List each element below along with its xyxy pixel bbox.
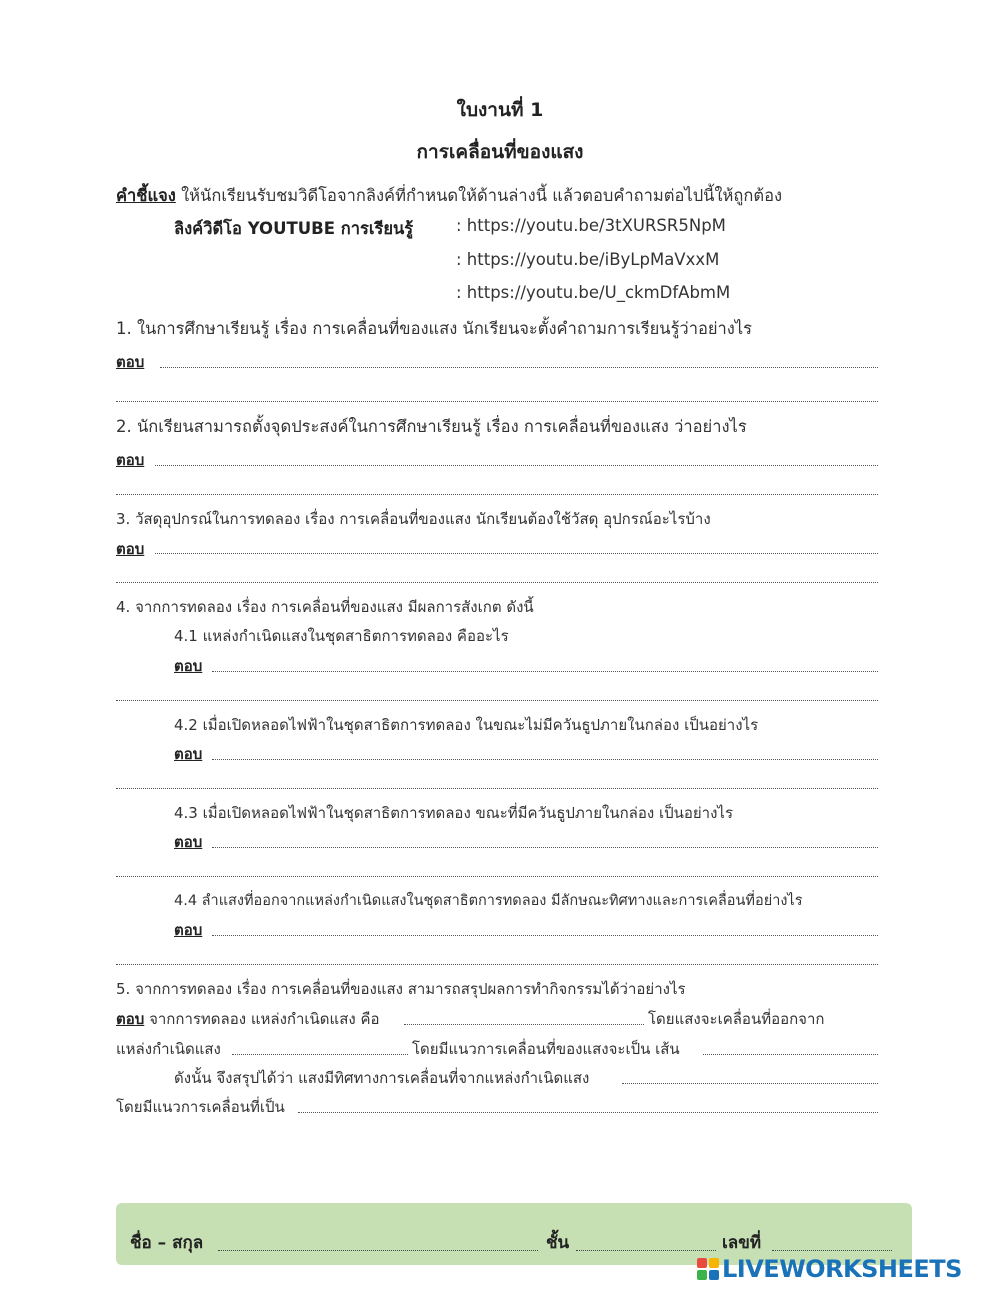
answer-line-4-1b[interactable] — [116, 700, 878, 701]
question-2: 2. นักเรียนสามารถตั้งจุดประสงค์ในการศึกษาเรียนรู้ เรื่อง การเคลื่อนที่ของแสง ว่าอย่างไร — [116, 417, 747, 436]
video-link-2[interactable]: : https://youtu.be/iByLpMaVxxM — [456, 250, 720, 269]
video-link-3[interactable]: : https://youtu.be/U_ckmDfAbmM — [456, 283, 731, 302]
answer-label-4-4: ตอบ — [174, 921, 203, 939]
summary-part-6: โดยมีแนวการเคลื่อนที่เป็น — [116, 1098, 285, 1116]
question-4-4: 4.4 ลำแสงที่ออกจากแหล่งกำเนิดแสงในชุดสาธิตการทดลอง มีลักษณะทิศทางและการเคลื่อนที่อย่างไร — [174, 893, 803, 909]
summary-part-4: โดยมีแนวการเคลื่อนที่ของแสงจะเป็น เส้น — [412, 1040, 680, 1058]
instructions-text: ให้นักเรียนรับชมวิดีโอจากลิงค์ที่กำหนดให้ด้านล่างนี้ แล้วตอบคำถามต่อไปนี้ให้ถูกต้อง — [181, 186, 783, 205]
fill-blank-conclusion[interactable] — [622, 1083, 878, 1084]
answer-label-4-3: ตอบ — [174, 833, 203, 851]
summary-line-1 — [116, 1007, 380, 1031]
question-4-2: 4.2 เมื่อเปิดหลอดไฟฟ้าในชุดสาธิตการทดลอง ในขณะไม่มีควันธูปภายในกล่อง เป็นอย่างไร — [174, 716, 759, 734]
answer-line-4-4b[interactable] — [116, 964, 878, 965]
links-label: ลิงค์วิดีโอ YOUTUBE การเรียนรู้ — [174, 219, 414, 238]
summary-part-2: โดยแสงจะเคลื่อนที่ออกจาก — [648, 1010, 825, 1028]
video-link-1[interactable]: : https://youtu.be/3tXURSR5NpM — [456, 216, 726, 235]
name-field[interactable] — [218, 1250, 538, 1251]
fill-blank-path[interactable] — [298, 1112, 878, 1113]
answer-line-1b[interactable] — [116, 401, 878, 402]
answer-label-4-2: ตอบ — [174, 745, 203, 763]
answer-label-4-1: ตอบ — [174, 657, 203, 675]
answer-line-3b[interactable] — [116, 582, 878, 583]
answer-label-2: ตอบ — [116, 451, 145, 469]
number-label: เลขที่ — [722, 1233, 762, 1253]
number-field[interactable] — [772, 1250, 892, 1251]
question-4-1: 4.1 แหล่งกำเนิดแสงในชุดสาธิตการทดลอง คืออะไร — [174, 627, 509, 645]
instructions — [116, 183, 782, 209]
question-4-3: 4.3 เมื่อเปิดหลอดไฟฟ้าในชุดสาธิตการทดลอง ขณะที่มีควันธูปภายในกล่อง เป็นอย่างไร — [174, 804, 734, 822]
answer-line-4-3a[interactable] — [212, 847, 878, 848]
logo-tile — [697, 1258, 707, 1268]
question-3: 3. วัสดุอุปกรณ์ในการทดลอง เรื่อง การเคลื่อนที่ของแสง นักเรียนต้องใช้วัสดุ อุปกรณ์อะไรบ้าง — [116, 510, 711, 528]
summary-part-5: ดังนั้น จึงสรุปได้ว่า แสงมีทิศทางการเคลื่อนที่จากแหล่งกำเนิดแสง — [174, 1069, 590, 1087]
worksheet-title: ใบงานที่ 1 — [456, 99, 544, 121]
answer-line-4-2a[interactable] — [212, 759, 878, 760]
answer-line-4-2b[interactable] — [116, 788, 878, 789]
logo-tiles-icon — [697, 1258, 719, 1280]
logo-tile — [709, 1258, 719, 1268]
fill-blank-line-type[interactable] — [703, 1054, 878, 1055]
answer-line-2a[interactable] — [155, 465, 878, 466]
summary-part-1: จากการทดลอง แหล่งกำเนิดแสง คือ — [149, 1010, 380, 1028]
answer-label-5: ตอบ — [116, 1010, 145, 1028]
class-label: ชั้น — [546, 1233, 570, 1253]
fill-blank-direction[interactable] — [232, 1054, 408, 1055]
logo-tile — [709, 1270, 719, 1280]
worksheet-subtitle: การเคลื่อนที่ของแสง — [416, 141, 584, 163]
answer-line-4-4a[interactable] — [212, 935, 878, 936]
answer-line-3a[interactable] — [155, 553, 878, 554]
answer-label-3: ตอบ — [116, 540, 145, 558]
answer-line-4-1a[interactable] — [212, 671, 878, 672]
name-label: ชื่อ – สกุล — [130, 1233, 204, 1253]
liveworksheets-logo — [697, 1253, 962, 1285]
answer-line-1a[interactable] — [160, 367, 878, 368]
summary-part-3: แหล่งกำเนิดแสง — [116, 1040, 221, 1058]
instructions-label: คำชี้แจง — [116, 186, 176, 205]
answer-line-2b[interactable] — [116, 494, 878, 495]
answer-label-1: ตอบ — [116, 353, 145, 371]
question-1: 1. ในการศึกษาเรียนรู้ เรื่อง การเคลื่อนที่ของแสง นักเรียนจะตั้งคำถามการเรียนรู้ว่าอย่างไร — [116, 319, 753, 338]
fill-blank-source[interactable] — [404, 1024, 644, 1025]
answer-line-4-3b[interactable] — [116, 876, 878, 877]
question-5: 5. จากการทดลอง เรื่อง การเคลื่อนที่ของแสง สามารถสรุปผลการทำกิจกรรมได้ว่าอย่างไร — [116, 980, 686, 998]
question-4: 4. จากการทดลอง เรื่อง การเคลื่อนที่ของแสง มีผลการสังเกต ดังนี้ — [116, 598, 534, 616]
class-field[interactable] — [576, 1250, 716, 1251]
logo-text: LIVEWORKSHEETS — [722, 1255, 962, 1283]
logo-tile — [697, 1270, 707, 1280]
